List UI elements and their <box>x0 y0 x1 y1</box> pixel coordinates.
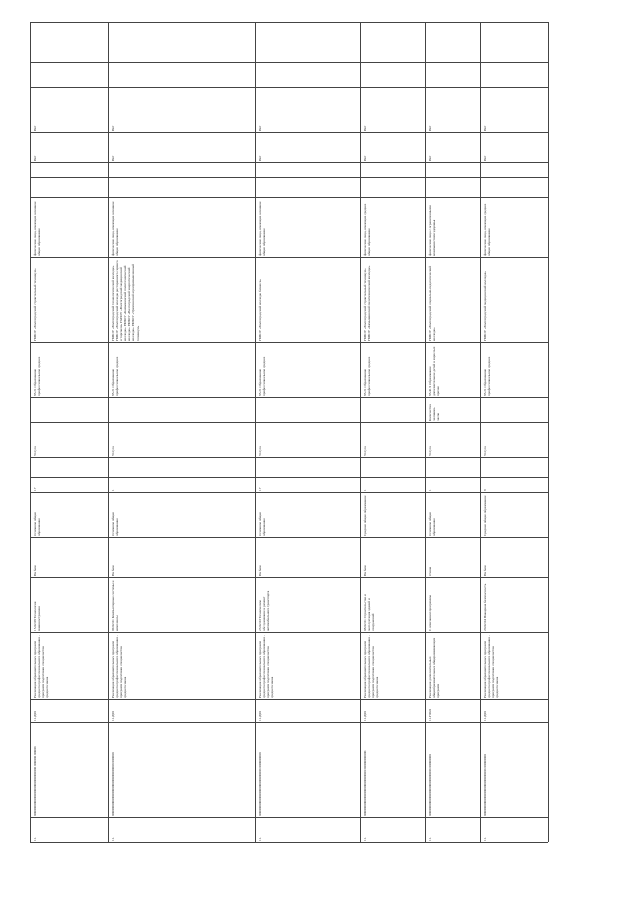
table-cell-text: 85.21 Образование профессиональное среднее <box>258 356 267 396</box>
table-cell-text: Услуга <box>363 446 367 456</box>
table-cell <box>426 478 479 491</box>
table-cell <box>109 633 254 698</box>
table-cell <box>31 258 107 341</box>
table-cell <box>109 133 254 161</box>
table-cell <box>31 133 107 161</box>
table-cell <box>256 633 359 698</box>
table-cell-text: физические лица, имеющие основное общее образование <box>258 200 267 256</box>
table-cell <box>31 578 107 631</box>
table-cell-text: 11. <box>428 836 432 841</box>
table-cell-text: Среднее общее образование <box>483 495 487 536</box>
table-field-line <box>30 62 548 63</box>
table-cell-text: Нет <box>363 155 367 161</box>
table-cell-text: Услуга <box>33 446 37 456</box>
table-cell-text: На базе <box>33 565 37 576</box>
table-cell <box>361 133 424 161</box>
table-cell-text: ГБПОУ «Волгоградский строительный техникум» <box>33 268 37 341</box>
table-cell-text: Среднее общее образование <box>363 495 367 536</box>
table-cell-text: 17 <box>258 487 262 491</box>
table-cell-text: Нет <box>428 155 432 161</box>
table-cell <box>361 818 424 841</box>
table-cell-text: физические лица, имеющие среднее общее образование <box>483 202 492 256</box>
table-cell-text: 09.02.01 Компьютерные системы и комплексы <box>111 579 120 631</box>
table-cell-text: Реализация образовательных программ среднего профессионального образования - программ подготовки специалистов среднего звена <box>33 634 50 698</box>
table-field-line <box>30 457 548 458</box>
table-cell-text: Реализация образовательных программ среднего профессионального образования - программ подготовки специалистов среднего звена <box>258 634 275 698</box>
table-cell-text: 1 <box>428 489 432 491</box>
table-cell-text: На базе <box>483 565 487 576</box>
table-cell-text: Нет <box>363 125 367 131</box>
table-cell <box>481 700 547 721</box>
table-cell-text: Нет <box>111 155 115 161</box>
table-cell-text: ГБПОУ «Волгоградский технологический колледж» ГБПОУ «Волгоградский колледж ресторанного сервиса и торговли» ГАПОУ «Волгоградский медицинский колледж» ГБПОУ «Камышинский политехнический колледж» ГБПОУ «Волгоградский энергетический колледж» ГБПОУ «Урюпинский агропромышленный техникум» <box>111 259 140 341</box>
table-cell <box>426 88 479 131</box>
table-cell-text: 11. <box>33 836 37 841</box>
table-cell <box>426 578 479 631</box>
table-cell <box>361 633 424 698</box>
table-cell-text: Нет <box>258 155 262 161</box>
table-cell <box>481 538 547 576</box>
table-field-line <box>30 162 548 163</box>
table-cell <box>361 578 424 631</box>
table-cell-text: Основное общее образование <box>428 511 437 536</box>
table-cell-text: На базе <box>111 565 115 576</box>
table-cell-text: 1 <box>111 489 115 491</box>
table-cell <box>361 198 424 256</box>
table-cell-text: Очная <box>428 566 432 576</box>
table-cell-text: Нет <box>111 125 115 131</box>
table-cell <box>109 478 254 491</box>
table-cell-text: На базе <box>258 565 262 576</box>
table-cell <box>361 723 424 816</box>
table-cell-text: ГБПОУ «Волгоградский колледж бизнеса» <box>258 278 262 341</box>
table-cell <box>426 133 479 161</box>
table-cell <box>256 578 359 631</box>
table-cell-text: Реализация образовательных программ среднего профессионального образования - программ подготовки специалистов среднего звена <box>483 634 500 698</box>
table-cell-text: ГБПОУ «Волгоградский медицинский колледж» <box>483 270 487 341</box>
table-cell <box>361 423 424 456</box>
table-cell <box>256 818 359 841</box>
table-cell <box>109 343 254 396</box>
table-field-line <box>30 842 548 843</box>
table-cell <box>361 493 424 536</box>
registry-table <box>30 22 548 842</box>
table-cell <box>481 578 547 631</box>
table-cell <box>426 343 479 396</box>
table-cell-text: Основное общее образование <box>33 511 42 536</box>
table-cell <box>109 423 254 456</box>
table-cell <box>109 258 254 341</box>
table-field-line <box>30 22 548 23</box>
table-cell-text: Основное общее образование <box>111 511 120 536</box>
table-cell-text: физические лица, имеющие основное общее образование <box>33 200 42 256</box>
table-cell <box>109 88 254 131</box>
table-cell-text: 0000000000000000000000000000 000000000 <box>258 752 262 816</box>
table-cell-text: 11.Г00.0 <box>428 708 432 721</box>
table-cell-text: 11.Д00 <box>363 711 367 721</box>
table-cell <box>31 633 107 698</box>
table-cell <box>361 538 424 576</box>
table-cell-text: Количество человеко-часов <box>428 403 441 421</box>
table-cell-text: 0000000000000000000000000000 00000000 <box>428 754 432 816</box>
table-cell <box>426 398 479 421</box>
table-cell-text: 000000000000000000000000000 00000000000 <box>363 750 367 816</box>
table-cell <box>426 700 479 721</box>
table-cell <box>31 198 107 256</box>
table-cell <box>256 700 359 721</box>
table-cell <box>426 633 479 698</box>
table-cell-text: 23.02.03 Техническое обслуживание и ремонт автомобильного транспорта <box>258 590 271 631</box>
table-cell-text: Реализация образовательных программ среднего профессионального образования - программ подготовки специалистов среднего звена <box>363 634 380 698</box>
table-cell <box>31 723 107 816</box>
table-cell-text: Нет <box>483 155 487 161</box>
table-cell-text: 85.21 Образование профессиональное среднее <box>33 356 42 396</box>
table-cell-text: 0000000000000000000000000000000 000000 <box>111 752 115 816</box>
table-cell <box>256 198 359 256</box>
table-cell-text: ГБПОУ «Волгоградский строительный техникум» ГБПОУ «Камышинский политехнический колледж» <box>363 265 372 341</box>
table-cell <box>481 423 547 456</box>
table-cell-text: 11.Д00 <box>483 711 487 721</box>
table-cell <box>31 538 107 576</box>
table-cell-text: 20.02.04 Пожарная безопасность <box>483 583 487 631</box>
table-cell-text: С описанием программы <box>428 595 432 631</box>
table-cell-text: 11.Д00 <box>111 711 115 721</box>
table-cell-text: Нет <box>33 125 37 131</box>
table-column-line <box>548 22 549 842</box>
table-cell <box>426 493 479 536</box>
table-cell <box>256 423 359 456</box>
table-cell <box>361 700 424 721</box>
table-cell-text: 11. <box>363 836 367 841</box>
table-cell <box>109 578 254 631</box>
table-cell <box>481 493 547 536</box>
table-cell-text: 85.21 Образование профессиональное среднее <box>483 356 492 396</box>
table-cell <box>481 723 547 816</box>
table-cell-text: Услуга <box>111 446 115 456</box>
table-cell <box>256 478 359 491</box>
table-cell <box>481 818 547 841</box>
table-cell <box>256 88 359 131</box>
table-cell <box>31 700 107 721</box>
table-cell <box>361 258 424 341</box>
table-cell <box>361 343 424 396</box>
table-cell <box>109 818 254 841</box>
table-cell <box>481 198 547 256</box>
table-cell-text: 85.21 Образование профессиональное среднее <box>363 356 372 396</box>
table-cell <box>256 343 359 396</box>
table-cell <box>256 493 359 536</box>
table-cell <box>31 88 107 131</box>
table-cell-text: 9 <box>483 489 487 491</box>
table-cell <box>31 423 107 456</box>
table-cell-text: 85.21 Образование профессиональное среднее <box>111 356 120 396</box>
table-cell-text: Нет <box>428 125 432 131</box>
table-cell <box>31 818 107 841</box>
table-cell-text: 11. <box>483 836 487 841</box>
table-cell-text: 11.Д00 <box>258 711 262 721</box>
table-cell-text: ГБПОУ «Волгоградский социально-педагогический колледж» <box>428 265 437 341</box>
table-cell-text: 08.02.01 Строительство и эксплуатация зданий и сооружений <box>363 593 376 631</box>
table-cell <box>481 478 547 491</box>
table-cell <box>31 478 107 491</box>
table-cell-text: Нет <box>483 125 487 131</box>
table-cell <box>256 133 359 161</box>
table-cell <box>109 538 254 576</box>
table-cell <box>109 723 254 816</box>
table-cell <box>481 633 547 698</box>
table-cell-text: 0000000000000000000000000000 00000000 <box>483 754 487 816</box>
table-cell <box>481 343 547 396</box>
table-cell-text: 85.41.9 Образование дополнительное детей и взрослых прочее <box>428 345 441 396</box>
table-cell <box>426 723 479 816</box>
table-cell-text: 11. <box>258 836 262 841</box>
table-cell-text: Услуга <box>258 446 262 456</box>
table-cell-text: Основное общее образование <box>258 511 267 536</box>
table-cell <box>31 493 107 536</box>
table-cell <box>481 88 547 131</box>
table-cell-text: 15.02.08 Технология машиностроения <box>33 600 42 631</box>
table-cell <box>426 818 479 841</box>
table-cell <box>256 538 359 576</box>
table-cell <box>361 478 424 491</box>
table-cell <box>426 258 479 341</box>
table-cell-text: 11. <box>111 836 115 841</box>
table-cell-text: 11.Д00 <box>33 711 37 721</box>
table-cell <box>426 198 479 256</box>
table-cell <box>426 538 479 576</box>
table-cell-text: Услуга <box>483 446 487 456</box>
table-cell <box>109 700 254 721</box>
table-cell-text: 17 <box>33 487 37 491</box>
table-cell-text: Нет <box>258 125 262 131</box>
table-cell-text: физические лица, имеющие основное общее образование <box>111 200 120 256</box>
table-cell-text: физические лица с ограниченными возможностями здоровья <box>428 204 437 256</box>
table-cell-text: Услуга <box>428 446 432 456</box>
table-field-line <box>30 177 548 178</box>
table-cell <box>31 343 107 396</box>
table-cell <box>481 133 547 161</box>
table-cell-text: Реализация образовательных программ среднего профессионального образования - программ подготовки специалистов среднего звена <box>111 634 128 698</box>
table-cell-text: На базе <box>363 565 367 576</box>
table-cell <box>256 258 359 341</box>
table-cell <box>256 723 359 816</box>
table-cell <box>109 493 254 536</box>
table-cell <box>361 88 424 131</box>
table-cell-text: 1 <box>363 489 367 491</box>
table-cell-text: Реализация дополнительных общеобразовательных общеразвивающих программ <box>428 636 441 698</box>
table-cell <box>481 258 547 341</box>
table-cell-text: Нет <box>33 155 37 161</box>
table-cell <box>426 423 479 456</box>
table-cell-text: физические лица, имеющие среднее общее образование <box>363 202 372 256</box>
table-cell-text: 00000000000000000000000000000 000000 00000 <box>33 746 37 816</box>
table-cell <box>109 198 254 256</box>
